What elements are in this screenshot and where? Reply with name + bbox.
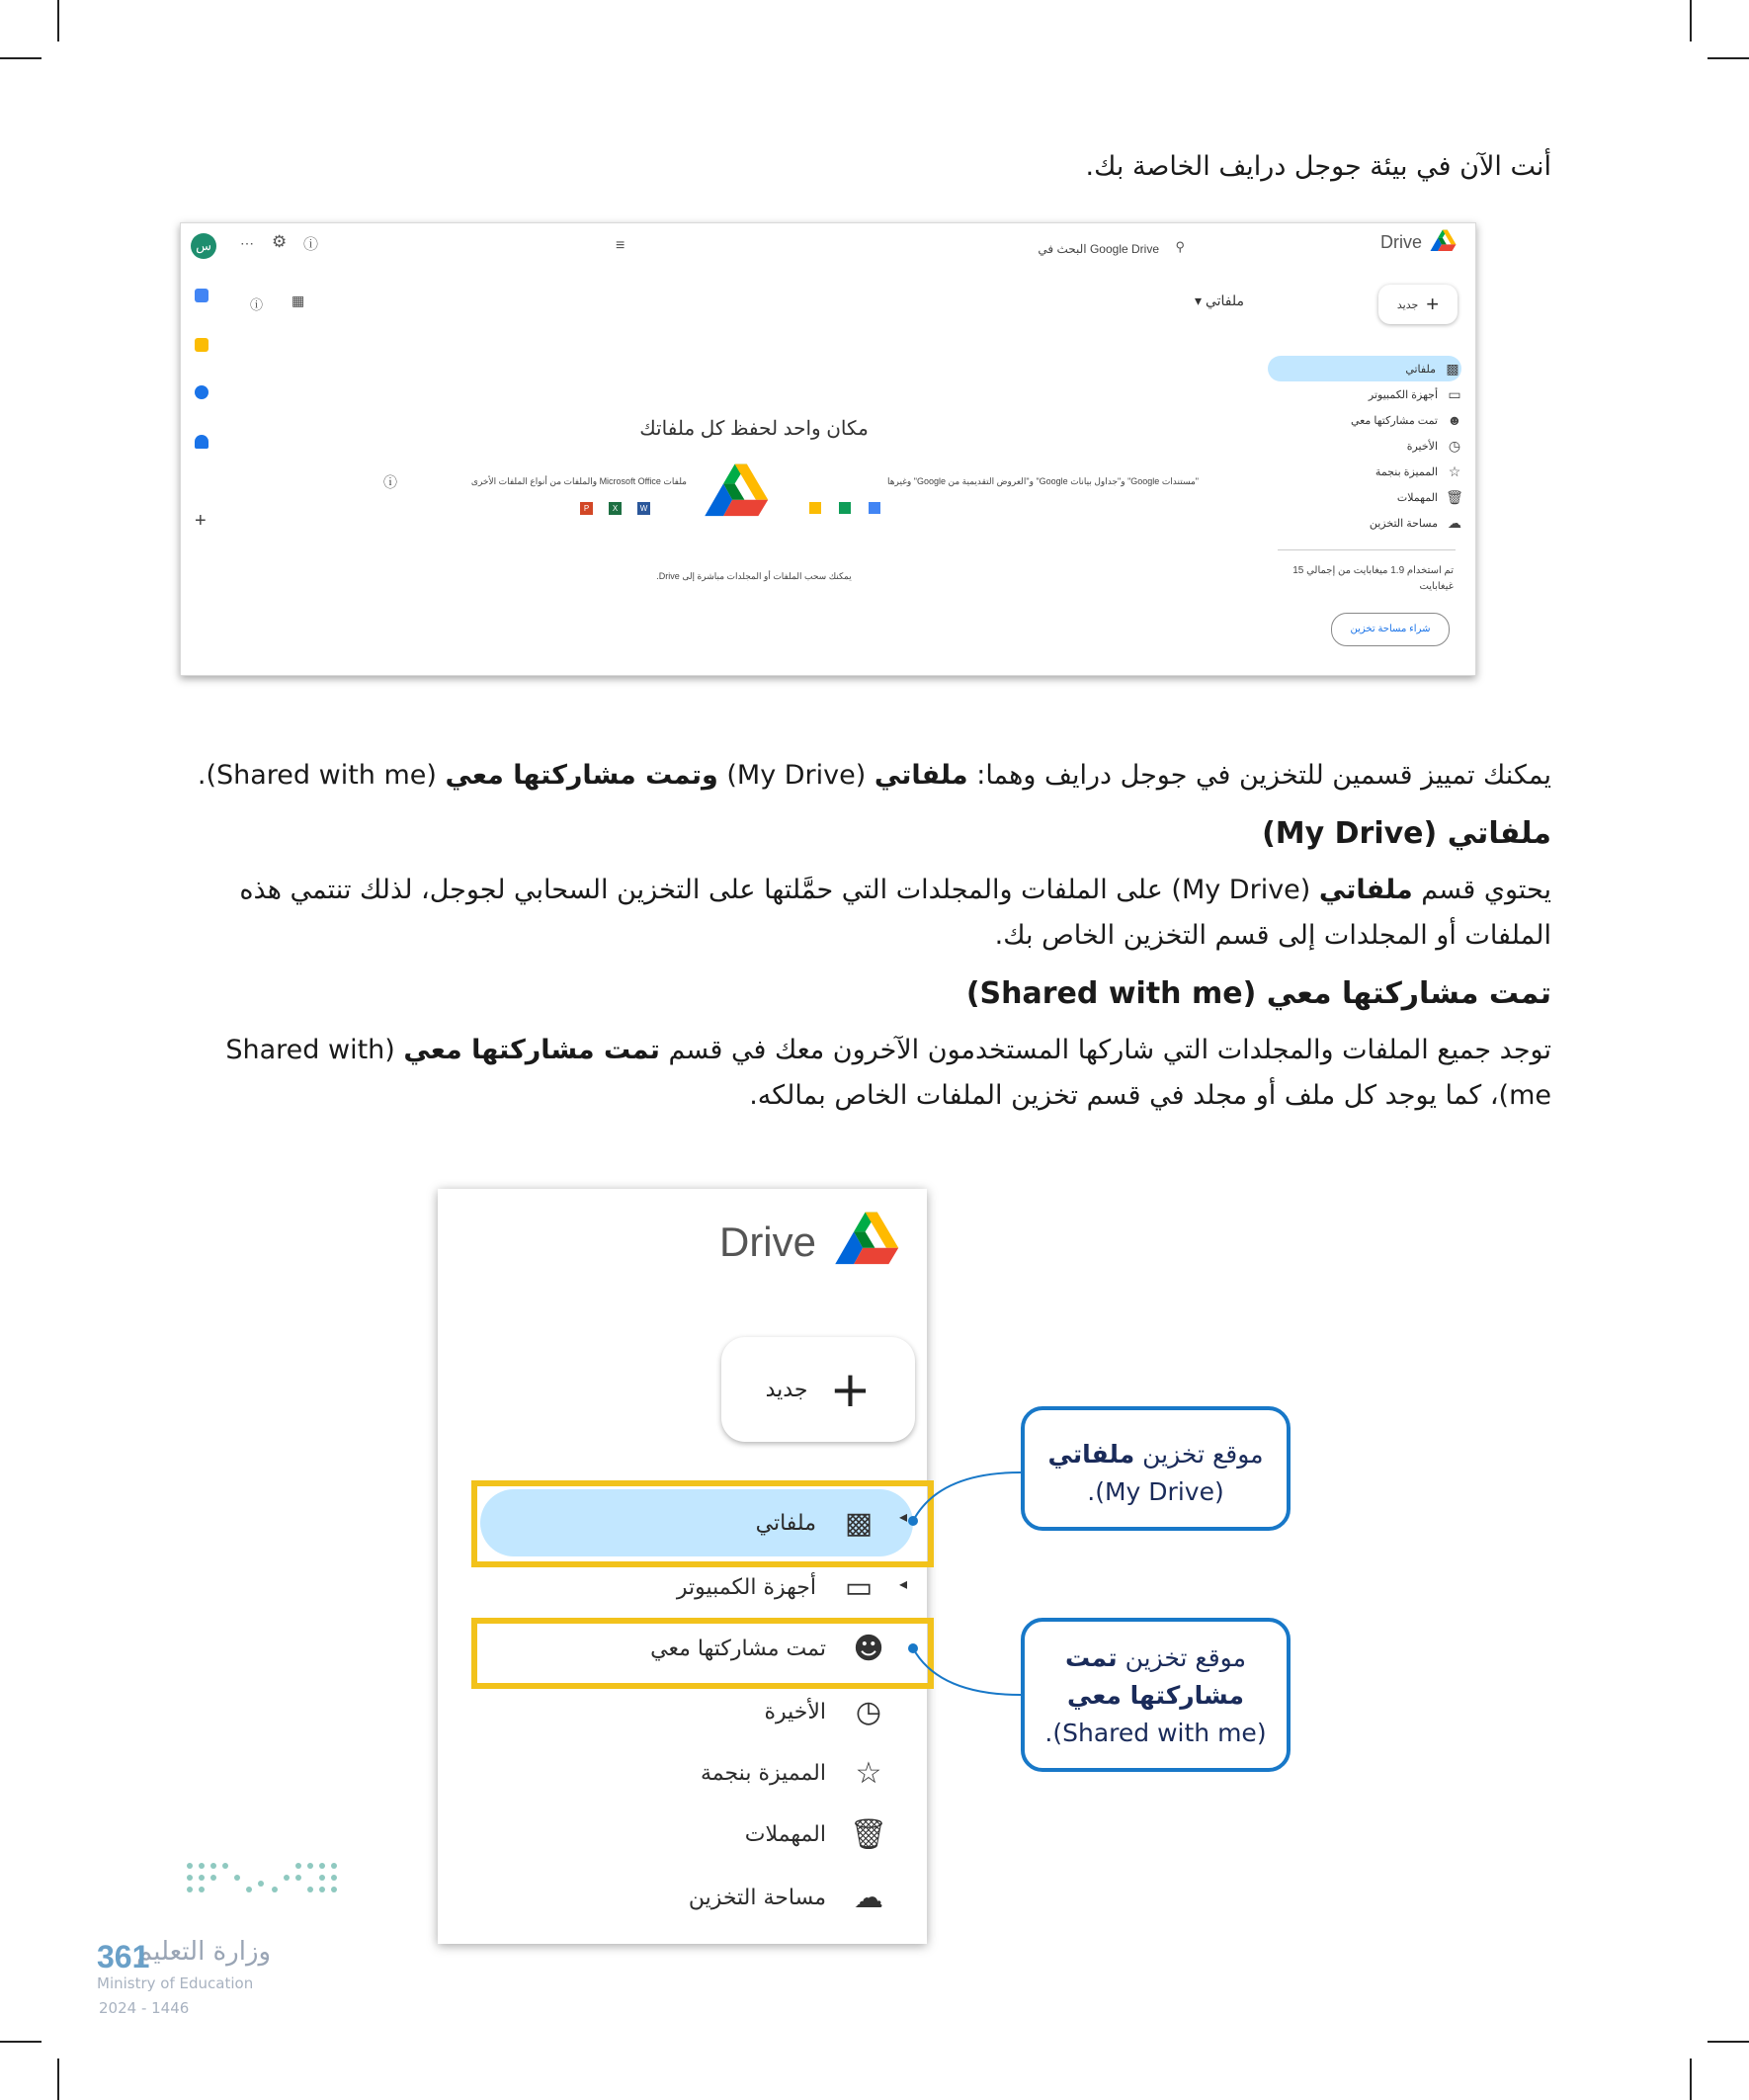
callout-connectors bbox=[889, 1453, 1038, 1729]
slides-icon bbox=[809, 502, 821, 514]
crop-mark bbox=[1690, 0, 1692, 42]
connector-shared bbox=[913, 1648, 1021, 1695]
zoom-item-label: ملفاتي bbox=[755, 1510, 816, 1536]
expand-arrow-icon: ◂ bbox=[898, 1507, 907, 1526]
drive-icon: ▩ bbox=[844, 1505, 874, 1541]
zoom-item-label: أجهزة الكمبيوتر bbox=[676, 1574, 816, 1600]
sidebar-item-label: مساحة التخزين bbox=[1369, 517, 1438, 530]
zoom-item-label: الأخيرة bbox=[764, 1699, 826, 1724]
drive-large-logo bbox=[700, 462, 771, 526]
connector-my-drive bbox=[913, 1472, 1021, 1521]
bold-run: ملفاتي bbox=[1318, 875, 1413, 905]
cloud-icon: ☁ bbox=[1448, 514, 1461, 531]
sidebar-item-label: المميزة بنجمة bbox=[1374, 465, 1438, 478]
office-app-icons bbox=[580, 502, 650, 515]
crop-mark bbox=[0, 2041, 42, 2043]
buy-storage-button[interactable]: شراء مساحة تخزين bbox=[1331, 613, 1450, 646]
word-icon: W bbox=[637, 502, 650, 515]
ministry-name-en: Ministry of Education bbox=[97, 1974, 254, 1992]
year-label: 2024 - 1446 bbox=[99, 1999, 190, 2017]
callout-text: (Shared with me). bbox=[1044, 1719, 1267, 1747]
connector-dot bbox=[908, 1643, 918, 1653]
drive-logo-icon bbox=[1428, 229, 1458, 255]
text-run: (My Drive) على الملفات والمجلدات التي حمَّلتها على التخزين السحابي لجوجل، لذلك تنتمي هذه الملفات أو المجلدات إلى قسم التخزين الخاص بك. bbox=[239, 875, 1551, 951]
search-bar[interactable] bbox=[606, 233, 1199, 263]
text-run: (Shared with me)، كما يوجد كل ملف أو مجلد في قسم تخزين الملفات الخاص بمالكه. bbox=[225, 1035, 1551, 1111]
zoom-drive-logo bbox=[719, 1211, 901, 1274]
intro-text: أنت الآن في بيئة جوجل درايف الخاصة بك. bbox=[1085, 151, 1551, 182]
office-files-text: ملفات Microsoft Office والملفات من أنواع الملفات الأخرى bbox=[470, 476, 687, 486]
paragraph-storage-sections bbox=[168, 753, 1551, 798]
account-avatar[interactable]: س bbox=[191, 233, 216, 259]
text-run: يمكنك تمييز قسمين للتخزين في جوجل درايف وهما: bbox=[967, 760, 1551, 791]
people-icon: ☻ bbox=[1447, 412, 1462, 428]
clock-icon: ◷ bbox=[1448, 437, 1461, 454]
text-run: يحتوي قسم bbox=[1412, 875, 1551, 905]
sidebar-item-label: تمت مشاركتها معي bbox=[1350, 414, 1438, 427]
expand-arrow-icon: ◂ bbox=[898, 1574, 907, 1593]
sidebar-item-computers[interactable] bbox=[1276, 381, 1463, 407]
page-number: 361 bbox=[97, 1939, 150, 1974]
callout-text: موقع تخزين bbox=[1134, 1440, 1264, 1469]
callout-text: موقع تخزين bbox=[1117, 1643, 1246, 1672]
zoom-item-label: المميزة بنجمة bbox=[700, 1760, 826, 1786]
cloud-icon: ☁ bbox=[854, 1880, 883, 1915]
sidebar-item-shared[interactable] bbox=[1276, 407, 1463, 433]
computer-icon: ▭ bbox=[1448, 385, 1461, 402]
connector-dot bbox=[908, 1516, 918, 1526]
highlight-my-drive bbox=[471, 1480, 934, 1567]
zoom-item-trash[interactable] bbox=[745, 1809, 887, 1859]
crop-mark bbox=[57, 0, 59, 42]
text-run: توجد جميع الملفات والمجلدات التي شاركها المستخدمون الآخرون معك في قسم bbox=[659, 1035, 1551, 1065]
new-button[interactable] bbox=[1378, 285, 1458, 324]
info-icon[interactable]: ⓘ bbox=[250, 297, 264, 312]
breadcrumb[interactable]: ملفاتي ▾ bbox=[1195, 293, 1244, 308]
search-input[interactable]: البحث في Google Drive bbox=[1038, 242, 1159, 256]
google-app-icons bbox=[809, 502, 880, 514]
plus-icon: + bbox=[1426, 292, 1440, 316]
callout-my-drive bbox=[1021, 1406, 1291, 1531]
zoom-item-label: مساحة التخزين bbox=[688, 1885, 826, 1910]
callout-shared bbox=[1021, 1618, 1291, 1772]
heading-my-drive: ملفاتي (My Drive) bbox=[1262, 816, 1551, 851]
calendar-icon[interactable] bbox=[195, 289, 208, 302]
zoom-drive-logo-text: Drive bbox=[718, 1218, 816, 1265]
zoom-item-label: المهملات bbox=[744, 1821, 826, 1847]
keep-icon[interactable] bbox=[195, 338, 208, 352]
highlight-shared bbox=[471, 1618, 934, 1689]
zoom-new-button[interactable] bbox=[721, 1337, 915, 1442]
settings-gear-icon[interactable]: ⚙ bbox=[272, 232, 288, 251]
people-icon: ☻ bbox=[853, 1631, 884, 1666]
zoom-item-storage[interactable] bbox=[689, 1873, 887, 1922]
text-run: (Shared with me). bbox=[197, 760, 446, 791]
crop-mark bbox=[1707, 2041, 1749, 2043]
crop-mark bbox=[1707, 57, 1749, 59]
search-icon: ⚲ bbox=[1175, 239, 1185, 254]
sidebar-item-recent[interactable] bbox=[1276, 433, 1463, 459]
callout-bold: مشاركتها معي bbox=[1067, 1681, 1244, 1710]
heading-shared-with-me: تمت مشاركتها معي (Shared with me) bbox=[965, 976, 1551, 1011]
drive-screenshot bbox=[180, 222, 1476, 676]
google-files-text: "مستندات Google" و"جداول بيانات Google" و"العروض التقديمية من Google" وغيرها bbox=[887, 476, 1199, 486]
clock-icon: ◷ bbox=[855, 1694, 882, 1729]
sidebar-item-label: أجهزة الكمبيوتر bbox=[1368, 388, 1438, 401]
zoom-item-computers[interactable] bbox=[677, 1562, 877, 1612]
ministry-dots-icon bbox=[180, 1858, 358, 1907]
help-icon[interactable]: ⓘ bbox=[303, 236, 319, 253]
star-icon: ☆ bbox=[1448, 462, 1461, 479]
empty-state-title: مكان واحد لحفظ كل ملفاتك bbox=[639, 418, 869, 440]
info-circle-icon[interactable]: ⓘ bbox=[383, 474, 397, 490]
sidebar-item-starred[interactable] bbox=[1276, 459, 1463, 484]
callout-bold: تمت bbox=[1065, 1643, 1118, 1672]
trash-icon: 🗑 bbox=[1446, 488, 1463, 505]
zoom-item-starred[interactable] bbox=[701, 1748, 887, 1798]
callout-bold: ملفاتي bbox=[1047, 1440, 1135, 1469]
computer-icon: ▭ bbox=[844, 1569, 874, 1605]
docs-icon bbox=[869, 502, 880, 514]
bold-run: ملفاتي bbox=[874, 760, 968, 791]
bold-run: وتمت مشاركتها معي bbox=[445, 760, 718, 791]
sidebar-item-trash[interactable] bbox=[1276, 484, 1463, 510]
contacts-icon[interactable] bbox=[195, 435, 208, 449]
sidebar-item-my-drive[interactable] bbox=[1268, 356, 1461, 381]
drive-logo-text: Drive bbox=[1379, 231, 1422, 252]
sidebar-item-label: ملفاتي bbox=[1405, 363, 1436, 376]
plus-icon: + bbox=[829, 1361, 872, 1418]
paragraph-my-drive bbox=[168, 868, 1551, 959]
tasks-icon[interactable] bbox=[195, 385, 208, 399]
excel-icon: X bbox=[609, 502, 622, 515]
powerpoint-icon: P bbox=[580, 502, 593, 515]
paragraph-shared-with-me bbox=[168, 1028, 1551, 1119]
sidebar-item-storage[interactable] bbox=[1276, 510, 1463, 536]
bold-run: تمت مشاركتها معي bbox=[403, 1035, 660, 1065]
drag-files-text: يمكنك سحب الملفات أو المجلدات مباشرة إلى Drive. bbox=[656, 571, 852, 581]
grid-view-icon[interactable]: ▦ bbox=[292, 293, 305, 308]
crop-mark bbox=[0, 57, 42, 59]
text-run: (My Drive) bbox=[717, 760, 874, 791]
star-icon: ☆ bbox=[855, 1755, 882, 1791]
ministry-name-ar: وزارة التعليم bbox=[136, 1937, 272, 1967]
sidebar-item-label: الأخيرة bbox=[1406, 440, 1438, 453]
add-addon-icon[interactable]: + bbox=[195, 510, 207, 532]
zoom-new-label: جديد bbox=[765, 1377, 808, 1402]
sheets-icon bbox=[839, 502, 851, 514]
storage-usage-text: تم استخدام 1.9 ميغابايت من إجمالي 15 غيغابايت bbox=[1292, 565, 1454, 592]
drive-icon: ▩ bbox=[1446, 360, 1459, 377]
sidebar-item-label: المهملات bbox=[1396, 491, 1438, 504]
zoom-drive-logo-icon bbox=[830, 1211, 901, 1274]
filter-icon[interactable]: ≡ bbox=[616, 237, 625, 254]
crop-mark bbox=[57, 2058, 59, 2100]
drive-logo bbox=[1380, 229, 1458, 255]
apps-grid-icon[interactable]: ⋯ bbox=[240, 235, 254, 251]
crop-mark bbox=[1690, 2058, 1692, 2100]
callout-text: (My Drive). bbox=[1087, 1477, 1224, 1506]
new-button-label: جديد bbox=[1396, 298, 1419, 311]
zoom-item-recent[interactable] bbox=[764, 1687, 887, 1736]
sidebar-divider bbox=[1278, 549, 1456, 550]
zoom-item-label: تمت مشاركتها معي bbox=[650, 1636, 826, 1661]
trash-icon: 🗑 bbox=[850, 1816, 888, 1852]
